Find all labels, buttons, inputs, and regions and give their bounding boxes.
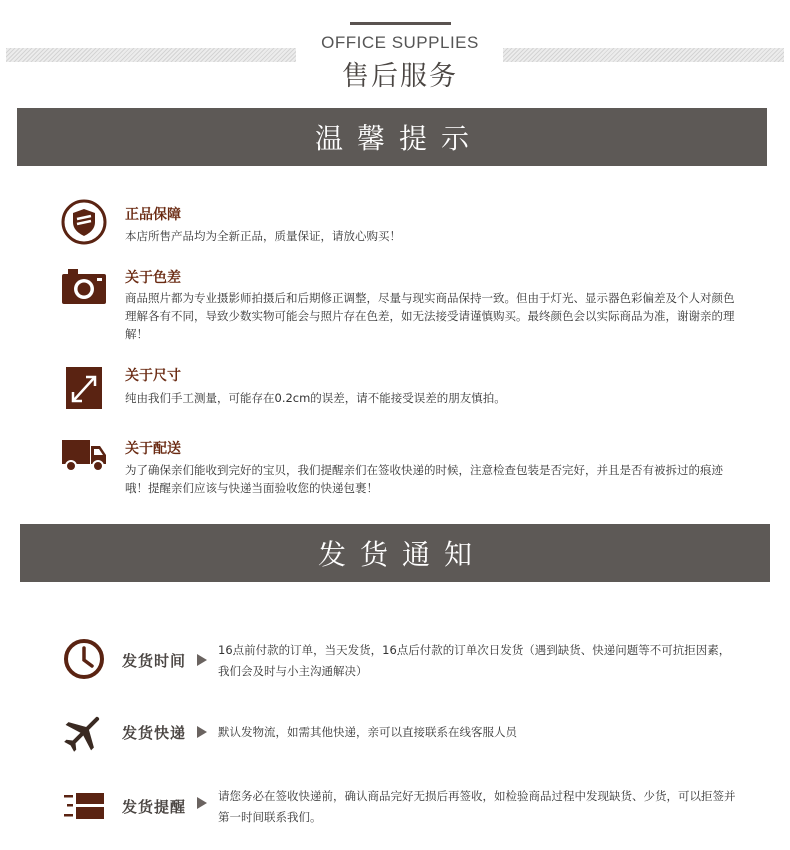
airplane-icon bbox=[62, 710, 106, 754]
header-title-cn: 售后服务 bbox=[342, 61, 458, 92]
ship-label: 发货提醒 bbox=[122, 798, 187, 816]
arrow-right-icon bbox=[197, 797, 207, 809]
truck-icon bbox=[60, 432, 108, 480]
clock-icon bbox=[62, 637, 106, 681]
speed-box-icon bbox=[62, 784, 106, 828]
tip-title: 关于尺寸 bbox=[125, 368, 181, 384]
tips-banner bbox=[17, 108, 767, 166]
header-title-en: OFFICE SUPPLIES bbox=[321, 33, 479, 52]
camera-icon bbox=[60, 264, 108, 312]
shipping-banner bbox=[20, 524, 770, 582]
shield-icon bbox=[60, 198, 108, 246]
resize-arrow-icon bbox=[60, 364, 108, 412]
header-stripe-left bbox=[6, 48, 296, 62]
tip-text: 本店所售产品均为全新正品，质量保证，请放心购买！ bbox=[125, 229, 401, 243]
arrow-right-icon bbox=[197, 654, 207, 666]
ship-label: 发货时间 bbox=[122, 652, 187, 670]
ship-text: 16点前付款的订单，当天发货，16点后付款的订单次日发货（遇到缺货、快递问题等不可抗拒因素，我们会及时与小主沟通解决） bbox=[218, 643, 731, 678]
tip-title: 关于色差 bbox=[125, 270, 181, 286]
header-stripe-right bbox=[503, 48, 784, 62]
shipping-banner-title: 发货通知 bbox=[317, 538, 486, 571]
ship-label: 发货快递 bbox=[122, 724, 187, 742]
ship-text: 请您务必在签收快递前，确认商品完好无损后再签收，如检验商品过程中发现缺货、少货，可以拒签并第一时间联系我们。 bbox=[218, 789, 736, 824]
header-top-line bbox=[350, 22, 451, 25]
tips-banner-title: 温馨提示 bbox=[314, 122, 483, 155]
tip-title: 正品保障 bbox=[125, 207, 181, 223]
tip-text: 商品照片都为专业摄影师拍摄后和后期修正调整，尽量与现实商品保持一致。但由于灯光、显示器色彩偏差及个人对颜色理解各有不同，导致少数实物可能会与照片存在色差，如无法接受请谨慎购买。最终颜色会以实际商品为准，谢谢亲的理解！ bbox=[125, 291, 735, 341]
tip-title: 关于配送 bbox=[125, 441, 181, 457]
arrow-right-icon bbox=[197, 726, 207, 738]
ship-text: 默认发物流，如需其他快递，亲可以直接联系在线客服人员 bbox=[218, 725, 517, 739]
tip-text: 纯由我们手工测量，可能存在0.2cm的误差，请不能接受误差的朋友慎拍。 bbox=[125, 391, 506, 405]
tip-text: 为了确保亲们能收到完好的宝贝，我们提醒亲们在签收快递的时候，注意检查包装是否完好，并且是否有被拆过的痕迹哦！提醒亲们应该与快递当面验收您的快递包裹！ bbox=[125, 463, 723, 495]
